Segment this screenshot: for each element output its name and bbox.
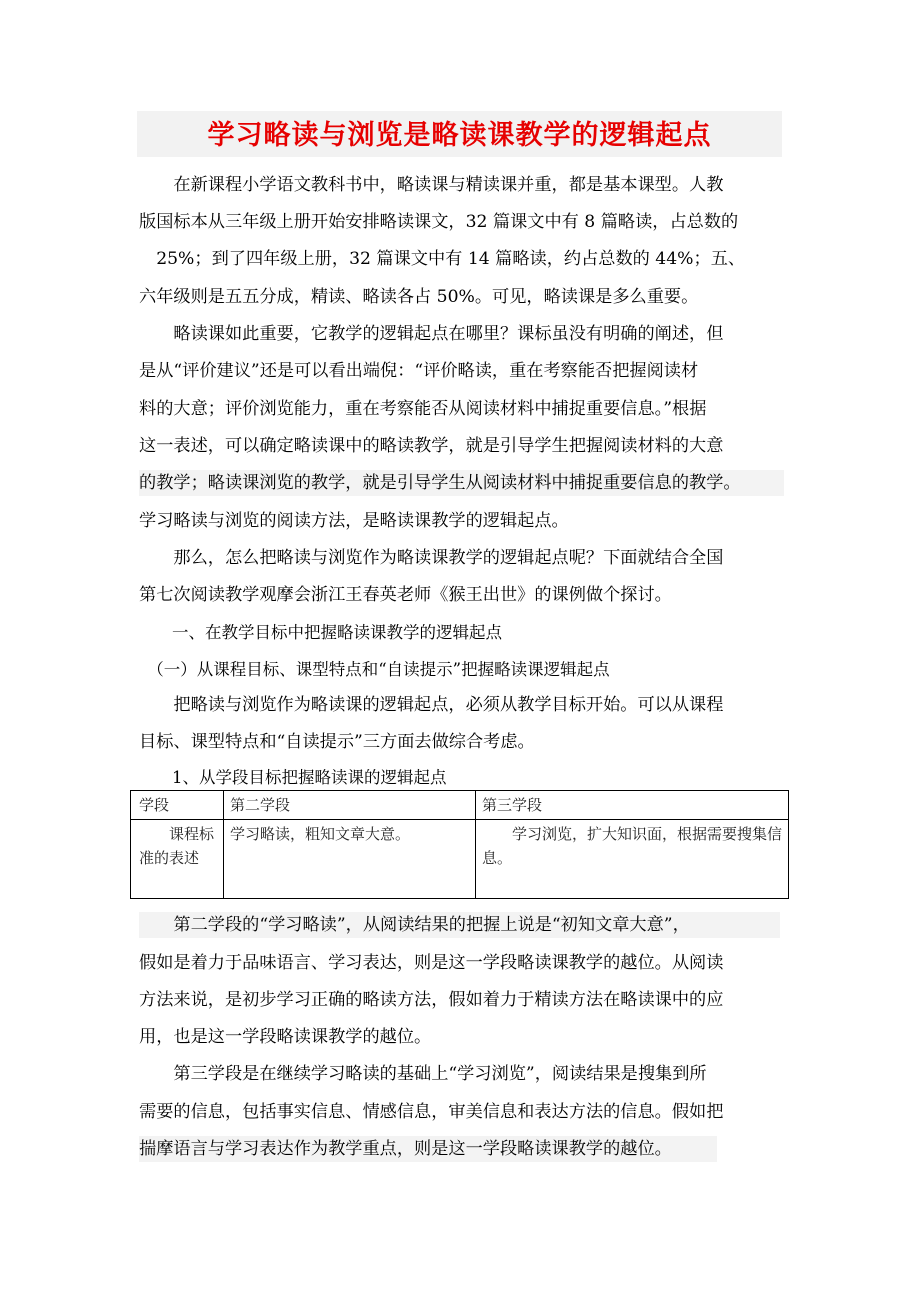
paragraph-line: 把略读与浏览作为略读课的逻辑起点，必须从教学目标开始。可以从课程 xyxy=(139,695,724,715)
paragraph-line: 在新课程小学语文教科书中，略读课与精读课并重，都是基本课型。人教 xyxy=(139,175,724,195)
table-header-row xyxy=(131,791,789,820)
paragraph-line: 需要的信息，包括事实信息、情感信息，审美信息和表达方法的信息。假如把 xyxy=(139,1102,724,1122)
paragraph-line: 那么，怎么把略读与浏览作为略读课教学的逻辑起点呢？下面就结合全国 xyxy=(139,548,724,568)
paragraph-line: 六年级则是五五分成，精读、略读各占 50%。可见，略读课是多么重要。 xyxy=(139,287,699,307)
curriculum-standards-table xyxy=(130,790,789,899)
paragraph-line: 25%；到了四年级上册，32 篇课文中有 14 篇略读，约占总数的 44%；五、 xyxy=(139,249,746,269)
paragraph-line: 揣摩语言与学习表达作为教学重点，则是这一学段略读课教学的越位。 xyxy=(139,1136,717,1162)
header-stage-3: 第三学段 xyxy=(476,791,789,820)
paragraph-line: 是从“评价建议”还是可以看出端倪：“评价略读，重在考察能否把握阅读材 xyxy=(139,361,699,381)
header-stage-2: 第二学段 xyxy=(224,791,476,820)
subsection-heading: （一）从课程目标、课型特点和“自读提示”把握略读课逻辑起点 xyxy=(139,660,610,679)
row-label: 课程标准的表述 xyxy=(131,820,224,899)
page-title: 学习略读与浏览是略读课教学的逻辑起点 xyxy=(207,120,712,151)
section-heading: 一、在教学目标中把握略读课教学的逻辑起点 xyxy=(139,623,502,642)
paragraph-line: 第三学段是在继续学习略读的基础上“学习浏览”，阅读结果是搜集到所 xyxy=(139,1064,707,1084)
header-stage: 学段 xyxy=(131,791,224,820)
paragraph-line: 假如是着力于品味语言、学习表达，则是这一学段略读课教学的越位。从阅读 xyxy=(139,953,724,973)
paragraph-line: 第七次阅读教学观摩会浙江王春英老师《猴王出世》的课例做个探讨。 xyxy=(139,585,672,605)
paragraph-line: 方法来说，是初步学习正确的略读方法，假如着力于精读方法在略读课中的应 xyxy=(139,990,724,1010)
paragraph-line: 用，也是这一学段略读课教学的越位。 xyxy=(139,1027,432,1047)
paragraph-line: 料的大意；评价浏览能力，重在考察能否从阅读材料中捕捉重要信息。”根据 xyxy=(139,399,707,419)
paragraph-line: 第二学段的“学习略读”，从阅读结果的把握上说是“初知文章大意”， xyxy=(139,912,780,938)
paragraph-line: 学习略读与浏览的阅读方法，是略读课教学的逻辑起点。 xyxy=(139,511,569,531)
stage-2-description: 学习略读，粗知文章大意。 xyxy=(224,820,476,899)
paragraph-line: 版国标本从三年级上册开始安排略读课文，32 篇课文中有 8 篇略读，占总数的 xyxy=(139,212,739,232)
stage-3-description: 学习浏览，扩大知识面，根据需要搜集信息。 xyxy=(476,820,789,899)
table-row xyxy=(131,820,789,899)
paragraph-line: 的教学；略读课浏览的教学，就是引导学生从阅读材料中捕捉重要信息的教学。 xyxy=(139,470,784,496)
paragraph-line: 略读课如此重要，它教学的逻辑起点在哪里？课标虽没有明确的阐述，但 xyxy=(139,324,724,344)
paragraph-line: 目标、课型特点和“自读提示”三方面去做综合考虑。 xyxy=(139,732,535,752)
sub-item-heading: 1、从学段目标把握略读课的逻辑起点 xyxy=(139,768,447,787)
paragraph-line: 这一表述，可以确定略读课中的略读教学，就是引导学生把握阅读材料的大意 xyxy=(139,436,724,456)
